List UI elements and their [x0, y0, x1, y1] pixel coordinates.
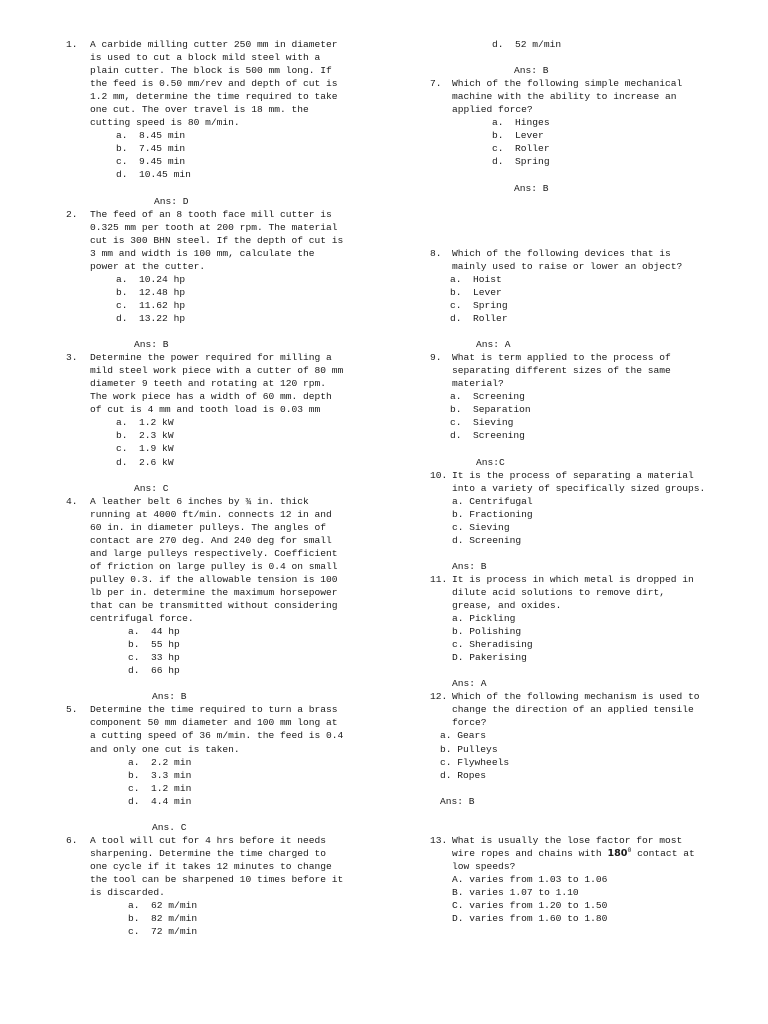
question-text: A tool will cut for 4 hrs before it needs [90, 834, 327, 846]
blank-line [430, 782, 730, 795]
question-number: 5. [66, 704, 78, 716]
question-line [66, 495, 366, 508]
choice: a. Pickling [452, 613, 516, 625]
question-13 [430, 808, 730, 925]
question-text-part: wire ropes and chains with [452, 847, 608, 859]
answer: Ans:C [476, 456, 505, 468]
question-line [66, 208, 366, 221]
question-text: 0.325 mm per tooth at 200 rpm. The material [90, 221, 338, 233]
question-line [430, 77, 730, 90]
choice: b. Lever [450, 286, 502, 298]
question-text: Which of the following simple mechanical [452, 78, 683, 90]
question-text: The work piece has a width of 60 mm. depth [90, 391, 332, 403]
question-number: 6. [66, 834, 78, 846]
choice: D. Pakerising [452, 652, 527, 664]
question-1 [66, 38, 366, 208]
question-line [430, 834, 730, 847]
blank-line [430, 234, 730, 247]
choice: c. 72 m/min [128, 926, 198, 938]
question-2 [66, 208, 366, 352]
choice: a. Centrifugal [452, 495, 533, 507]
question-text: that can be transmitted without considering [90, 600, 338, 612]
blank-line [430, 195, 730, 208]
question-text: and only one cut is taken. [90, 743, 240, 755]
question-text: is used to cut a block mild steel with a [90, 52, 321, 64]
choice: b. 3.3 min [128, 769, 192, 781]
choice: d. 10.45 min [116, 169, 191, 181]
choice: B. varies 1.07 to 1.10 [452, 887, 579, 899]
choice: b. 7.45 min [116, 143, 186, 155]
blank-line [430, 208, 730, 221]
choice: b. Pulleys [440, 743, 498, 755]
question-text: material? [452, 378, 504, 390]
choice: D. varies from 1.60 to 1.80 [452, 913, 608, 925]
left-column [66, 38, 366, 938]
angle-value: 180 [607, 847, 628, 859]
question-text: is discarded. [90, 887, 165, 899]
question-text: grease, and oxides. [452, 600, 562, 612]
question-5 [66, 703, 366, 833]
question-number: 13. [430, 834, 448, 846]
question-text: A leather belt 6 inches by ¾ in. thick [90, 495, 309, 507]
question-text: force? [452, 717, 487, 729]
question-7 [430, 77, 730, 194]
answer: Ans: B [134, 339, 169, 351]
choice: c. Sieving [450, 417, 514, 429]
question-text: sharpening. Determine the time charged to [90, 847, 327, 859]
choice: d. Roller [450, 312, 508, 324]
choice: c. Sieving [452, 521, 510, 533]
question-line [430, 469, 730, 482]
question-text: power at the cutter. [90, 260, 206, 272]
choice: C. varies from 1.20 to 1.50 [452, 900, 608, 912]
question-text: low speeds? [452, 860, 516, 872]
choice: c. 9.45 min [116, 156, 186, 168]
choice: A. varies from 1.03 to 1.06 [452, 874, 608, 885]
choice: a. Gears [440, 730, 487, 742]
choice: c. Roller [492, 143, 550, 155]
question-text: What is term applied to the process of [452, 352, 671, 364]
question-text: applied force? [452, 104, 533, 116]
question-text: cut is 300 BHN steel. If the depth of cut is [90, 234, 344, 246]
answer: Ans: B [452, 560, 487, 572]
choice: a. Hoist [450, 273, 502, 285]
question-line [66, 38, 366, 51]
choice: a. 1.2 kW [116, 417, 174, 429]
question-text: Determine the time required to turn a brass [90, 704, 338, 716]
blank-line [430, 442, 730, 455]
answer: Ans: C [134, 482, 169, 494]
choice: d. Spring [492, 156, 550, 168]
blank-line [66, 808, 366, 821]
degree-mark: 0 [627, 846, 632, 854]
question-text: into a variety of specifically sized groups. [452, 482, 706, 494]
choice: d. 13.22 hp [116, 312, 186, 324]
question-text: the tool can be sharpened 10 times before it [90, 874, 344, 885]
blank-line [430, 221, 730, 234]
choice: d. 2.6 kW [116, 456, 174, 468]
question-line [430, 573, 730, 586]
question-text: diameter 9 teeth and rotating at 120 rpm. [90, 378, 327, 390]
answer: Ans: B [152, 691, 187, 703]
question-text: It is process in which metal is dropped in [452, 573, 694, 585]
choice: c. Sheradising [452, 639, 533, 651]
answer: Ans. C [152, 821, 187, 833]
answer: Ans: B [440, 795, 475, 807]
question-text: 60 in. in diameter pulleys. The angles of [90, 521, 327, 533]
question-text: change the direction of an applied tensile [452, 704, 694, 716]
question-text-part: contact at [631, 847, 695, 859]
question-6 [66, 834, 366, 938]
question-text: lb per in. determine the maximum horsepower [90, 586, 338, 598]
question-line [430, 247, 730, 260]
choice: b. Lever [492, 130, 544, 142]
question-text: The feed of an 8 tooth face mill cutter is [90, 208, 332, 220]
blank-line [66, 469, 366, 482]
choice: a. Hinges [492, 117, 550, 129]
question-text: component 50 mm diameter and 100 mm long at [90, 717, 338, 729]
question-text: and large pulleys respectively. Coefficient [90, 547, 338, 559]
choice: a. 44 hp [128, 626, 180, 638]
question-text: plain cutter. The block is 500 mm long. If [90, 65, 332, 77]
choice: c. Spring [450, 299, 508, 311]
question-4 [66, 495, 366, 704]
question-text: dilute acid solutions to remove dirt, [452, 586, 666, 598]
choice: c. 11.62 hp [116, 299, 186, 311]
question-text: Determine the power required for milling a [90, 352, 332, 364]
choice: d. Ropes [440, 769, 487, 781]
question-line [66, 351, 366, 364]
question-text: What is usually the lose factor for most [452, 834, 683, 846]
choice: b. Separation [450, 404, 531, 416]
choice: d. 66 hp [128, 665, 180, 677]
question-text: 1.2 mm, determine the time required to take [90, 91, 338, 103]
answer: Ans: B [514, 65, 549, 77]
question-number: 8. [430, 247, 442, 259]
choice: c. 1.9 kW [116, 443, 174, 455]
question-number: 1. [66, 39, 78, 50]
question-text: contact are 270 deg. And 240 deg for small [90, 534, 332, 546]
question-text: A carbide milling cutter 250 mm in diameter [90, 39, 338, 50]
question-text: Which of the following devices that is [452, 247, 671, 259]
question-text: one cut. The over travel is 18 mm. the [90, 104, 309, 116]
question-text: mild steel work piece with a cutter of 80 mm [90, 365, 344, 377]
choice: a. 62 m/min [128, 900, 198, 912]
question-text [430, 847, 730, 860]
choice: a. 8.45 min [116, 130, 186, 142]
question-text: separating different sizes of the same [452, 365, 671, 377]
question-line [430, 351, 730, 364]
question-number: 10. [430, 469, 448, 481]
question-text: one cycle if it takes 12 minutes to change [90, 860, 332, 872]
answer: Ans: D [154, 195, 189, 207]
answer: Ans: B [514, 182, 549, 194]
question-12 [430, 690, 730, 807]
question-number: 12. [430, 691, 448, 703]
choice: d. 52 m/min [492, 39, 562, 50]
question-text: of cut is 4 mm and tooth load is 0.03 mm [90, 404, 321, 416]
answer: Ans: A [452, 678, 487, 690]
question-text: machine with the ability to increase an [452, 91, 677, 103]
question-text: cutting speed is 80 m/min. [90, 117, 240, 129]
question-10 [430, 469, 730, 573]
choice: c. 33 hp [128, 652, 180, 664]
question-text: It is the process of separating a material [452, 469, 694, 481]
choice: c. 1.2 min [128, 782, 192, 794]
question-number: 11. [430, 573, 448, 585]
blank-line [66, 182, 366, 195]
question-text: of friction on large pulley is 0.4 on small [90, 560, 338, 572]
blank-line [430, 664, 730, 677]
question-number: 7. [430, 78, 442, 90]
question-text: mainly used to raise or lower an object? [452, 260, 683, 272]
question-11 [430, 573, 730, 690]
answer: Ans: A [476, 339, 511, 351]
question-number: 4. [66, 495, 78, 507]
choice: b. Polishing [452, 626, 522, 638]
question-line [66, 834, 366, 847]
choice: b. 12.48 hp [116, 286, 186, 298]
blank-line [430, 51, 730, 64]
choice: b. Fractioning [452, 508, 533, 520]
question-text: 3 mm and width is 100 mm, calculate the [90, 247, 315, 259]
choice: a. 10.24 hp [116, 273, 186, 285]
question-text: centrifugal force. [90, 613, 194, 625]
question-line [66, 703, 366, 716]
blank-line [430, 325, 730, 338]
question-text: the feed is 0.50 mm/rev and depth of cut is [90, 78, 338, 90]
blank-line [430, 808, 730, 821]
choice: b. 2.3 kW [116, 430, 174, 442]
choice: d. Screening [452, 534, 522, 546]
question-3 [66, 351, 366, 495]
blank-line [430, 168, 730, 181]
question-8 [430, 195, 730, 352]
question-text: Which of the following mechanism is used to [452, 691, 700, 703]
blank-line [66, 677, 366, 690]
blank-line [430, 821, 730, 834]
choice: d. Screening [450, 430, 525, 442]
blank-line [430, 547, 730, 560]
choice: c. Flywheels [440, 756, 510, 768]
choice: b. 55 hp [128, 639, 180, 651]
question-number: 2. [66, 208, 78, 220]
question-text: pulley 0.3. if the allowable tension is 100 [90, 573, 338, 585]
question-number: 9. [430, 352, 442, 364]
question-number: 3. [66, 352, 78, 364]
question-line [430, 690, 730, 703]
question-9 [430, 351, 730, 468]
choice: b. 82 m/min [128, 913, 198, 925]
choice: d. 4.4 min [128, 795, 192, 807]
right-column [430, 38, 730, 925]
question-text: a cutting speed of 36 m/min. the feed is 0.4 [90, 730, 344, 742]
blank-line [66, 325, 366, 338]
choice: a. 2.2 min [128, 756, 192, 768]
choice: a. Screening [450, 391, 525, 403]
question-text: running at 4000 ft/min. connects 12 in and [90, 508, 332, 520]
